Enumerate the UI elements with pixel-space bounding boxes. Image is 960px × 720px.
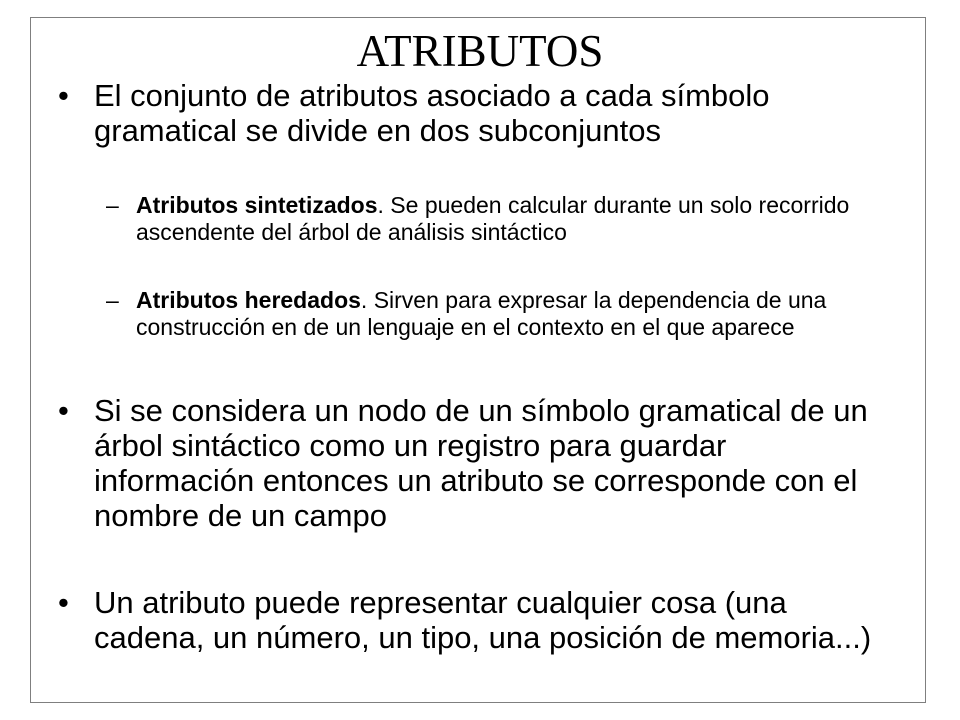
subbullet-description: . Sirven para expresar la dependencia de una construcción en de un lenguaje en el contexto en el que aparece [136, 287, 827, 340]
subbullet-term: Atributos heredados [136, 287, 361, 313]
subbullet-text [136, 287, 896, 341]
bullet-text: Si se considera un nodo de un símbolo gramatical de un árbol sintáctico como un registro para guardar información entonces un atributo se corresponde con el nombre de un campo [94, 393, 868, 533]
subbullet-text [136, 192, 896, 246]
bullet-mark: • [58, 585, 69, 620]
bullet-mark: • [58, 78, 69, 113]
bullet-mark: • [58, 393, 69, 428]
subbullet-description: . Se pueden calcular durante un solo recorrido ascendente del árbol de análisis sintáctico [136, 192, 850, 245]
bullet-text: Un atributo puede representar cualquier cosa (una cadena, un número, un tipo, una posición de memoria...) [94, 585, 872, 655]
bullet-text: El conjunto de atributos asociado a cada símbolo gramatical se divide en dos subconjuntos [94, 78, 770, 148]
slide-title: ATRIBUTOS [356, 26, 604, 76]
dash-mark: – [106, 287, 119, 313]
dash-mark: – [106, 192, 119, 218]
subbullet-term: Atributos sintetizados [136, 192, 378, 218]
